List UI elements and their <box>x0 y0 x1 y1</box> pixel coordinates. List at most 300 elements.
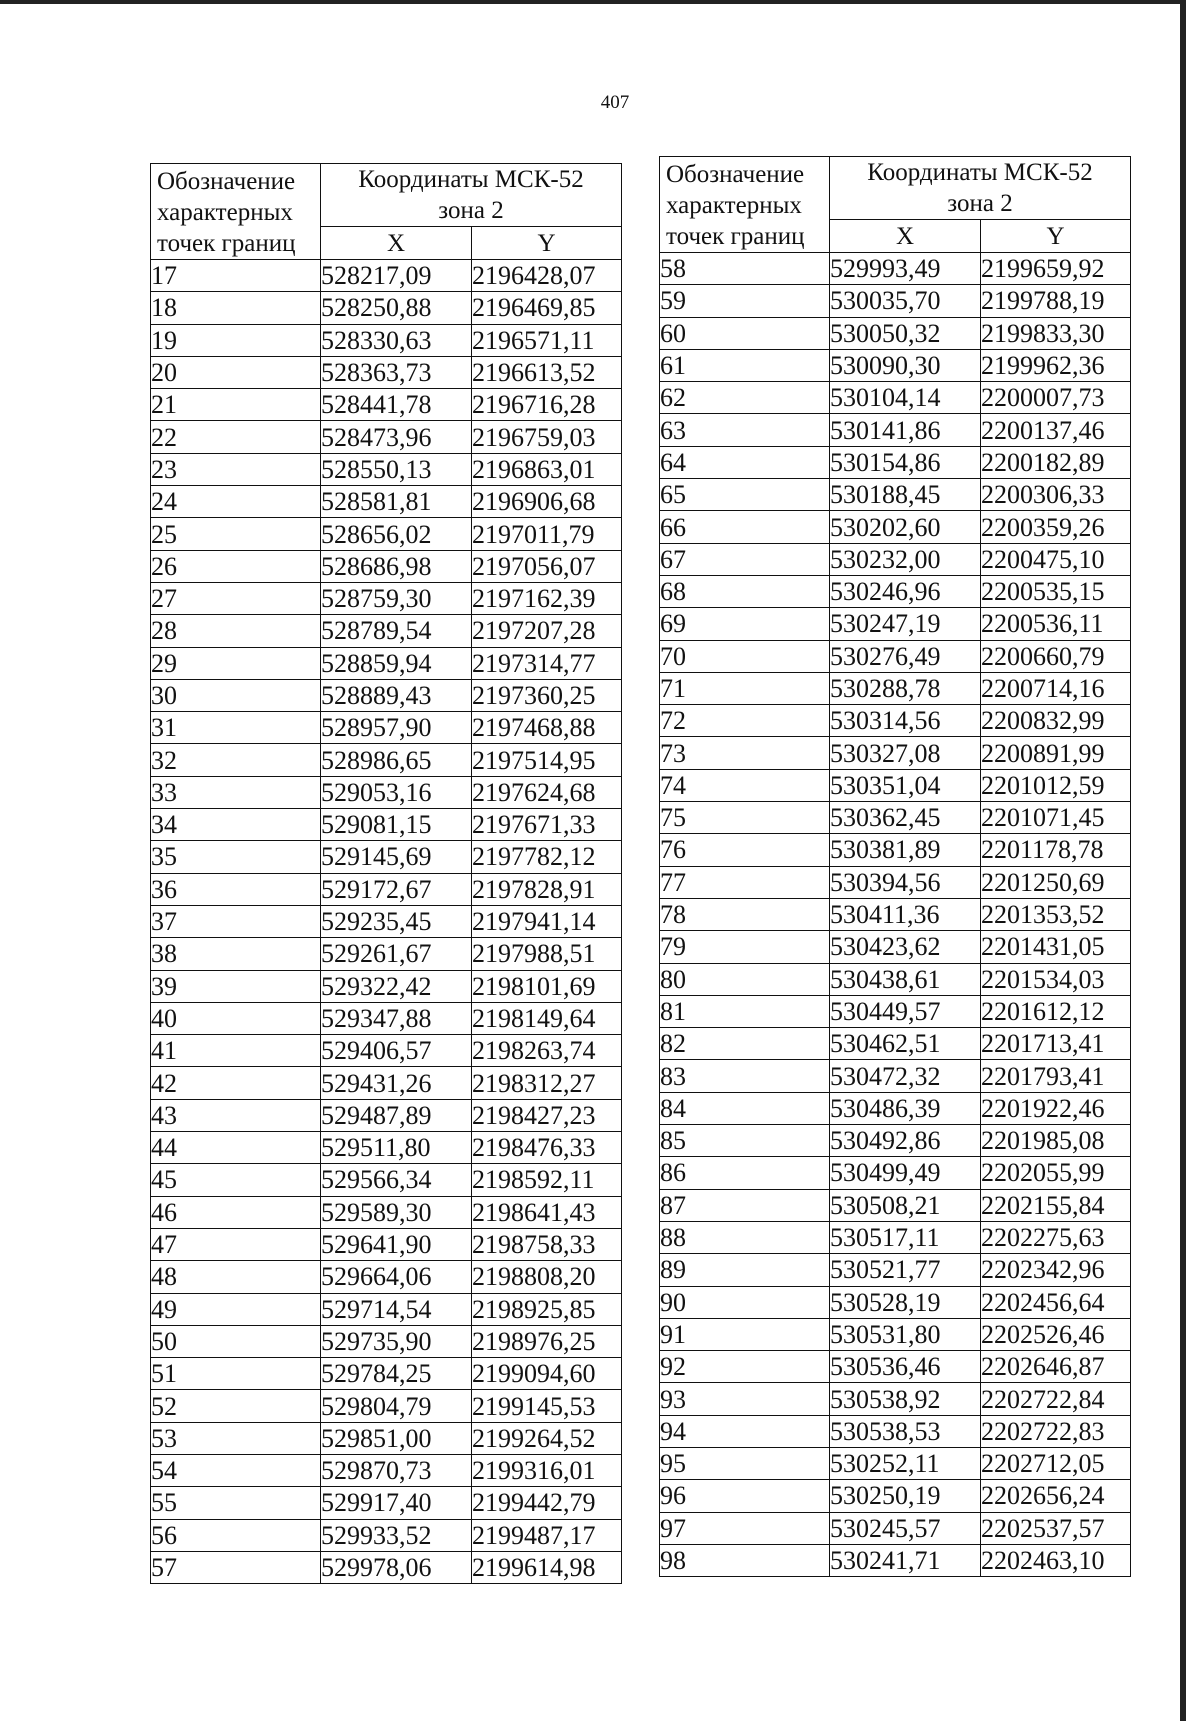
table-row <box>660 963 1131 995</box>
y-coordinate-cell: 2202055,99 <box>981 1157 1131 1189</box>
point-number-cell: 83 <box>660 1060 830 1092</box>
x-coordinate-cell: 530449,57 <box>830 995 981 1027</box>
x-coordinate-cell: 530517,11 <box>830 1221 981 1253</box>
table-row <box>660 640 1131 672</box>
point-number-cell: 58 <box>660 253 830 285</box>
table-row <box>151 486 622 518</box>
y-coordinate-cell: 2198101,69 <box>472 970 622 1002</box>
table-row <box>151 647 622 679</box>
table-row <box>151 1099 622 1131</box>
y-coordinate-cell: 2201713,41 <box>981 1028 1131 1060</box>
table-row <box>660 995 1131 1027</box>
point-number-cell: 91 <box>660 1318 830 1350</box>
point-number-cell: 82 <box>660 1028 830 1060</box>
table-row <box>151 518 622 550</box>
x-coordinate-cell: 528986,65 <box>321 744 472 776</box>
header-designation-line: Обозначение <box>157 168 296 195</box>
table-row <box>660 479 1131 511</box>
table-row <box>151 1422 622 1454</box>
table-row <box>660 543 1131 575</box>
x-coordinate-cell: 530035,70 <box>830 285 981 317</box>
point-number-cell: 77 <box>660 866 830 898</box>
point-number-cell: 31 <box>151 712 321 744</box>
table-row <box>151 1358 622 1390</box>
x-coordinate-cell: 530528,19 <box>830 1286 981 1318</box>
y-coordinate-cell: 2199659,92 <box>981 253 1131 285</box>
point-number-cell: 34 <box>151 809 321 841</box>
x-coordinate-cell: 529664,06 <box>321 1261 472 1293</box>
table-row <box>660 1286 1131 1318</box>
point-number-cell: 49 <box>151 1293 321 1325</box>
table-row <box>151 292 622 324</box>
x-coordinate-cell: 530050,32 <box>830 317 981 349</box>
y-coordinate-cell: 2200137,46 <box>981 414 1131 446</box>
point-number-cell: 59 <box>660 285 830 317</box>
point-number-cell: 84 <box>660 1092 830 1124</box>
table-row <box>151 582 622 614</box>
x-coordinate-cell: 529804,79 <box>321 1390 472 1422</box>
y-coordinate-cell: 2199962,36 <box>981 349 1131 381</box>
x-coordinate-cell: 528330,63 <box>321 324 472 356</box>
table-row <box>660 1221 1131 1253</box>
table-row <box>660 705 1131 737</box>
x-coordinate-cell: 529487,89 <box>321 1099 472 1131</box>
point-number-cell: 41 <box>151 1035 321 1067</box>
y-coordinate-cell: 2201071,45 <box>981 802 1131 834</box>
table-row <box>660 382 1131 414</box>
point-number-cell: 42 <box>151 1067 321 1099</box>
y-coordinate-cell: 2198976,25 <box>472 1325 622 1357</box>
x-coordinate-cell: 530314,56 <box>830 705 981 737</box>
table-row <box>660 1254 1131 1286</box>
y-coordinate-cell: 2202342,96 <box>981 1254 1131 1286</box>
y-coordinate-cell: 2201985,08 <box>981 1125 1131 1157</box>
coordinates-table-right <box>659 156 1131 1577</box>
table-row <box>660 317 1131 349</box>
table-row <box>151 1067 622 1099</box>
point-number-cell: 52 <box>151 1390 321 1422</box>
table-row <box>151 1325 622 1357</box>
x-coordinate-cell: 529322,42 <box>321 970 472 1002</box>
x-coordinate-cell: 529784,25 <box>321 1358 472 1390</box>
point-number-cell: 90 <box>660 1286 830 1318</box>
table-row <box>660 1157 1131 1189</box>
point-number-cell: 96 <box>660 1480 830 1512</box>
x-coordinate-cell: 529347,88 <box>321 1002 472 1034</box>
header-point-designation <box>660 157 830 253</box>
table-row <box>660 446 1131 478</box>
x-coordinate-cell: 530288,78 <box>830 672 981 704</box>
page-number: 407 <box>600 92 630 113</box>
point-number-cell: 30 <box>151 679 321 711</box>
point-number-cell: 29 <box>151 647 321 679</box>
x-coordinate-cell: 530245,57 <box>830 1512 981 1544</box>
table-row <box>151 1261 622 1293</box>
table-row <box>151 1035 622 1067</box>
point-number-cell: 76 <box>660 834 830 866</box>
x-coordinate-cell: 528789,54 <box>321 615 472 647</box>
table-row <box>151 776 622 808</box>
x-coordinate-cell: 530327,08 <box>830 737 981 769</box>
table-row <box>660 1544 1131 1576</box>
point-number-cell: 51 <box>151 1358 321 1390</box>
y-coordinate-cell: 2200182,89 <box>981 446 1131 478</box>
y-coordinate-cell: 2201178,78 <box>981 834 1131 866</box>
y-coordinate-cell: 2197941,14 <box>472 905 622 937</box>
table-row <box>151 679 622 711</box>
point-number-cell: 27 <box>151 582 321 614</box>
table-row <box>151 1454 622 1486</box>
y-coordinate-cell: 2200714,16 <box>981 672 1131 704</box>
table-row <box>151 1519 622 1551</box>
x-coordinate-cell: 529511,80 <box>321 1132 472 1164</box>
table-row <box>151 873 622 905</box>
y-coordinate-cell: 2198592,11 <box>472 1164 622 1196</box>
y-coordinate-cell: 2196759,03 <box>472 421 622 453</box>
y-coordinate-cell: 2200832,99 <box>981 705 1131 737</box>
point-number-cell: 72 <box>660 705 830 737</box>
table-row <box>151 1293 622 1325</box>
point-number-cell: 38 <box>151 938 321 970</box>
y-coordinate-cell: 2201012,59 <box>981 769 1131 801</box>
table-body-left <box>151 260 622 1584</box>
x-coordinate-cell: 529145,69 <box>321 841 472 873</box>
table-row <box>151 324 622 356</box>
y-coordinate-cell: 2202656,24 <box>981 1480 1131 1512</box>
y-coordinate-cell: 2199316,01 <box>472 1454 622 1486</box>
point-number-cell: 66 <box>660 511 830 543</box>
y-coordinate-cell: 2202463,10 <box>981 1544 1131 1576</box>
y-coordinate-cell: 2196716,28 <box>472 389 622 421</box>
y-coordinate-cell: 2200891,99 <box>981 737 1131 769</box>
x-coordinate-cell: 530492,86 <box>830 1125 981 1157</box>
x-coordinate-cell: 530486,39 <box>830 1092 981 1124</box>
point-number-cell: 48 <box>151 1261 321 1293</box>
table-row <box>151 1002 622 1034</box>
table-row <box>660 1512 1131 1544</box>
x-coordinate-cell: 530276,49 <box>830 640 981 672</box>
point-number-cell: 39 <box>151 970 321 1002</box>
table-row <box>660 737 1131 769</box>
table-row <box>660 1318 1131 1350</box>
point-number-cell: 67 <box>660 543 830 575</box>
x-coordinate-cell: 529261,67 <box>321 938 472 970</box>
y-coordinate-cell: 2200475,10 <box>981 543 1131 575</box>
point-number-cell: 40 <box>151 1002 321 1034</box>
table-row <box>660 1383 1131 1415</box>
y-coordinate-cell: 2197011,79 <box>472 518 622 550</box>
x-coordinate-cell: 528473,96 <box>321 421 472 453</box>
point-number-cell: 71 <box>660 672 830 704</box>
y-coordinate-cell: 2197056,07 <box>472 550 622 582</box>
header-y: Y <box>472 227 622 260</box>
y-coordinate-cell: 2198641,43 <box>472 1196 622 1228</box>
header-coords-zone: зона 2 <box>438 197 504 225</box>
table-row <box>151 356 622 388</box>
y-coordinate-cell: 2197314,77 <box>472 647 622 679</box>
y-coordinate-cell: 2200660,79 <box>981 640 1131 672</box>
table-row <box>660 802 1131 834</box>
table-row <box>660 608 1131 640</box>
point-number-cell: 62 <box>660 382 830 414</box>
point-number-cell: 32 <box>151 744 321 776</box>
point-number-cell: 68 <box>660 575 830 607</box>
y-coordinate-cell: 2199833,30 <box>981 317 1131 349</box>
header-designation-line: характерных <box>157 199 293 226</box>
y-coordinate-cell: 2196863,01 <box>472 453 622 485</box>
y-coordinate-cell: 2201353,52 <box>981 898 1131 930</box>
y-coordinate-cell: 2202155,84 <box>981 1189 1131 1221</box>
point-number-cell: 45 <box>151 1164 321 1196</box>
point-number-cell: 89 <box>660 1254 830 1286</box>
x-coordinate-cell: 528759,30 <box>321 582 472 614</box>
point-number-cell: 33 <box>151 776 321 808</box>
point-number-cell: 37 <box>151 905 321 937</box>
table-row <box>660 672 1131 704</box>
x-coordinate-cell: 530250,19 <box>830 1480 981 1512</box>
header-designation-line: Обозначение <box>666 161 805 188</box>
y-coordinate-cell: 2200536,11 <box>981 608 1131 640</box>
y-coordinate-cell: 2197782,12 <box>472 841 622 873</box>
table-row <box>151 938 622 970</box>
x-coordinate-cell: 530252,11 <box>830 1447 981 1479</box>
point-number-cell: 85 <box>660 1125 830 1157</box>
x-coordinate-cell: 530423,62 <box>830 931 981 963</box>
x-coordinate-cell: 528889,43 <box>321 679 472 711</box>
y-coordinate-cell: 2202722,84 <box>981 1383 1131 1415</box>
y-coordinate-cell: 2198925,85 <box>472 1293 622 1325</box>
point-number-cell: 75 <box>660 802 830 834</box>
y-coordinate-cell: 2201793,41 <box>981 1060 1131 1092</box>
y-coordinate-cell: 2200007,73 <box>981 382 1131 414</box>
x-coordinate-cell: 529735,90 <box>321 1325 472 1357</box>
y-coordinate-cell: 2200535,15 <box>981 575 1131 607</box>
point-number-cell: 70 <box>660 640 830 672</box>
point-number-cell: 46 <box>151 1196 321 1228</box>
y-coordinate-cell: 2200359,26 <box>981 511 1131 543</box>
table-row <box>660 1415 1131 1447</box>
point-number-cell: 20 <box>151 356 321 388</box>
x-coordinate-cell: 529933,52 <box>321 1519 472 1551</box>
table-row <box>660 1447 1131 1479</box>
point-number-cell: 97 <box>660 1512 830 1544</box>
x-coordinate-cell: 530247,19 <box>830 608 981 640</box>
table-row <box>151 453 622 485</box>
point-number-cell: 95 <box>660 1447 830 1479</box>
table-row <box>151 260 622 292</box>
table-row <box>151 905 622 937</box>
x-coordinate-cell: 528957,90 <box>321 712 472 744</box>
table-row <box>151 970 622 1002</box>
table-row <box>660 1125 1131 1157</box>
x-coordinate-cell: 528581,81 <box>321 486 472 518</box>
y-coordinate-cell: 2201250,69 <box>981 866 1131 898</box>
y-coordinate-cell: 2199614,98 <box>472 1551 622 1583</box>
point-number-cell: 80 <box>660 963 830 995</box>
header-coords-title: Координаты МСК-52 <box>867 159 1093 187</box>
point-number-cell: 81 <box>660 995 830 1027</box>
x-coordinate-cell: 530232,00 <box>830 543 981 575</box>
point-number-cell: 28 <box>151 615 321 647</box>
point-number-cell: 50 <box>151 1325 321 1357</box>
point-number-cell: 44 <box>151 1132 321 1164</box>
x-coordinate-cell: 530536,46 <box>830 1351 981 1383</box>
x-coordinate-cell: 530538,53 <box>830 1415 981 1447</box>
x-coordinate-cell: 529081,15 <box>321 809 472 841</box>
y-coordinate-cell: 2198427,23 <box>472 1099 622 1131</box>
x-coordinate-cell: 530154,86 <box>830 446 981 478</box>
table-row <box>660 1351 1131 1383</box>
x-coordinate-cell: 529917,40 <box>321 1487 472 1519</box>
x-coordinate-cell: 528441,78 <box>321 389 472 421</box>
y-coordinate-cell: 2202275,63 <box>981 1221 1131 1253</box>
table-row <box>151 615 622 647</box>
x-coordinate-cell: 530508,21 <box>830 1189 981 1221</box>
y-coordinate-cell: 2202722,83 <box>981 1415 1131 1447</box>
x-coordinate-cell: 530188,45 <box>830 479 981 511</box>
table-row <box>151 744 622 776</box>
x-coordinate-cell: 528550,13 <box>321 453 472 485</box>
point-number-cell: 63 <box>660 414 830 446</box>
x-coordinate-cell: 530104,14 <box>830 382 981 414</box>
point-number-cell: 19 <box>151 324 321 356</box>
x-coordinate-cell: 530462,51 <box>830 1028 981 1060</box>
x-coordinate-cell: 529053,16 <box>321 776 472 808</box>
y-coordinate-cell: 2196469,85 <box>472 292 622 324</box>
y-coordinate-cell: 2196571,11 <box>472 324 622 356</box>
y-coordinate-cell: 2197468,88 <box>472 712 622 744</box>
header-designation-line: точек границ <box>157 230 296 257</box>
x-coordinate-cell: 529870,73 <box>321 1454 472 1486</box>
table-row <box>660 349 1131 381</box>
table-row <box>151 809 622 841</box>
x-coordinate-cell: 530362,45 <box>830 802 981 834</box>
y-coordinate-cell: 2199145,53 <box>472 1390 622 1422</box>
x-coordinate-cell: 530241,71 <box>830 1544 981 1576</box>
point-number-cell: 78 <box>660 898 830 930</box>
point-number-cell: 47 <box>151 1228 321 1260</box>
y-coordinate-cell: 2198808,20 <box>472 1261 622 1293</box>
x-coordinate-cell: 530381,89 <box>830 834 981 866</box>
table-row <box>151 1551 622 1583</box>
x-coordinate-cell: 529172,67 <box>321 873 472 905</box>
header-coordinates <box>321 164 622 227</box>
point-number-cell: 74 <box>660 769 830 801</box>
point-number-cell: 94 <box>660 1415 830 1447</box>
point-number-cell: 43 <box>151 1099 321 1131</box>
x-coordinate-cell: 529978,06 <box>321 1551 472 1583</box>
y-coordinate-cell: 2201612,12 <box>981 995 1131 1027</box>
x-coordinate-cell: 528686,98 <box>321 550 472 582</box>
coordinates-table-left <box>150 163 622 1584</box>
y-coordinate-cell: 2199442,79 <box>472 1487 622 1519</box>
y-coordinate-cell: 2197514,95 <box>472 744 622 776</box>
point-number-cell: 57 <box>151 1551 321 1583</box>
x-coordinate-cell: 528656,02 <box>321 518 472 550</box>
x-coordinate-cell: 530499,49 <box>830 1157 981 1189</box>
y-coordinate-cell: 2198312,27 <box>472 1067 622 1099</box>
table-row <box>660 414 1131 446</box>
point-number-cell: 98 <box>660 1544 830 1576</box>
y-coordinate-cell: 2197671,33 <box>472 809 622 841</box>
table-row <box>151 1132 622 1164</box>
x-coordinate-cell: 530090,30 <box>830 349 981 381</box>
point-number-cell: 53 <box>151 1422 321 1454</box>
table-row <box>151 1390 622 1422</box>
point-number-cell: 88 <box>660 1221 830 1253</box>
y-coordinate-cell: 2197624,68 <box>472 776 622 808</box>
point-number-cell: 26 <box>151 550 321 582</box>
point-number-cell: 73 <box>660 737 830 769</box>
point-number-cell: 56 <box>151 1519 321 1551</box>
point-number-cell: 92 <box>660 1351 830 1383</box>
y-coordinate-cell: 2202712,05 <box>981 1447 1131 1479</box>
y-coordinate-cell: 2197360,25 <box>472 679 622 711</box>
y-coordinate-cell: 2202526,46 <box>981 1318 1131 1350</box>
y-coordinate-cell: 2198149,64 <box>472 1002 622 1034</box>
header-coords-title: Координаты МСК-52 <box>358 166 584 194</box>
x-coordinate-cell: 530202,60 <box>830 511 981 543</box>
x-coordinate-cell: 530394,56 <box>830 866 981 898</box>
table-row <box>660 253 1131 285</box>
x-coordinate-cell: 529431,26 <box>321 1067 472 1099</box>
y-coordinate-cell: 2196906,68 <box>472 486 622 518</box>
point-number-cell: 93 <box>660 1383 830 1415</box>
y-coordinate-cell: 2200306,33 <box>981 479 1131 511</box>
point-number-cell: 61 <box>660 349 830 381</box>
y-coordinate-cell: 2198476,33 <box>472 1132 622 1164</box>
y-coordinate-cell: 2201431,05 <box>981 931 1131 963</box>
header-x: X <box>321 227 472 260</box>
point-number-cell: 69 <box>660 608 830 640</box>
point-number-cell: 86 <box>660 1157 830 1189</box>
point-number-cell: 24 <box>151 486 321 518</box>
table-row <box>660 1189 1131 1221</box>
y-coordinate-cell: 2201922,46 <box>981 1092 1131 1124</box>
x-coordinate-cell: 528250,88 <box>321 292 472 324</box>
header-coords-zone: зона 2 <box>947 190 1013 218</box>
table-row <box>151 712 622 744</box>
x-coordinate-cell: 529641,90 <box>321 1228 472 1260</box>
point-number-cell: 60 <box>660 317 830 349</box>
x-coordinate-cell: 530472,32 <box>830 1060 981 1092</box>
y-coordinate-cell: 2202456,64 <box>981 1286 1131 1318</box>
table-row <box>151 389 622 421</box>
y-coordinate-cell: 2197162,39 <box>472 582 622 614</box>
point-number-cell: 36 <box>151 873 321 905</box>
point-number-cell: 55 <box>151 1487 321 1519</box>
table-row <box>151 1228 622 1260</box>
table-row <box>151 841 622 873</box>
table-row <box>660 1092 1131 1124</box>
y-coordinate-cell: 2199094,60 <box>472 1358 622 1390</box>
y-coordinate-cell: 2201534,03 <box>981 963 1131 995</box>
table-row <box>660 898 1131 930</box>
y-coordinate-cell: 2197988,51 <box>472 938 622 970</box>
table-row <box>151 550 622 582</box>
table-row <box>151 1487 622 1519</box>
y-coordinate-cell: 2197828,91 <box>472 873 622 905</box>
header-designation-line: точек границ <box>666 223 805 250</box>
y-coordinate-cell: 2199788,19 <box>981 285 1131 317</box>
point-number-cell: 64 <box>660 446 830 478</box>
header-coordinates <box>830 157 1131 220</box>
x-coordinate-cell: 530438,61 <box>830 963 981 995</box>
point-number-cell: 54 <box>151 1454 321 1486</box>
table-row <box>660 1480 1131 1512</box>
y-coordinate-cell: 2197207,28 <box>472 615 622 647</box>
x-coordinate-cell: 529235,45 <box>321 905 472 937</box>
